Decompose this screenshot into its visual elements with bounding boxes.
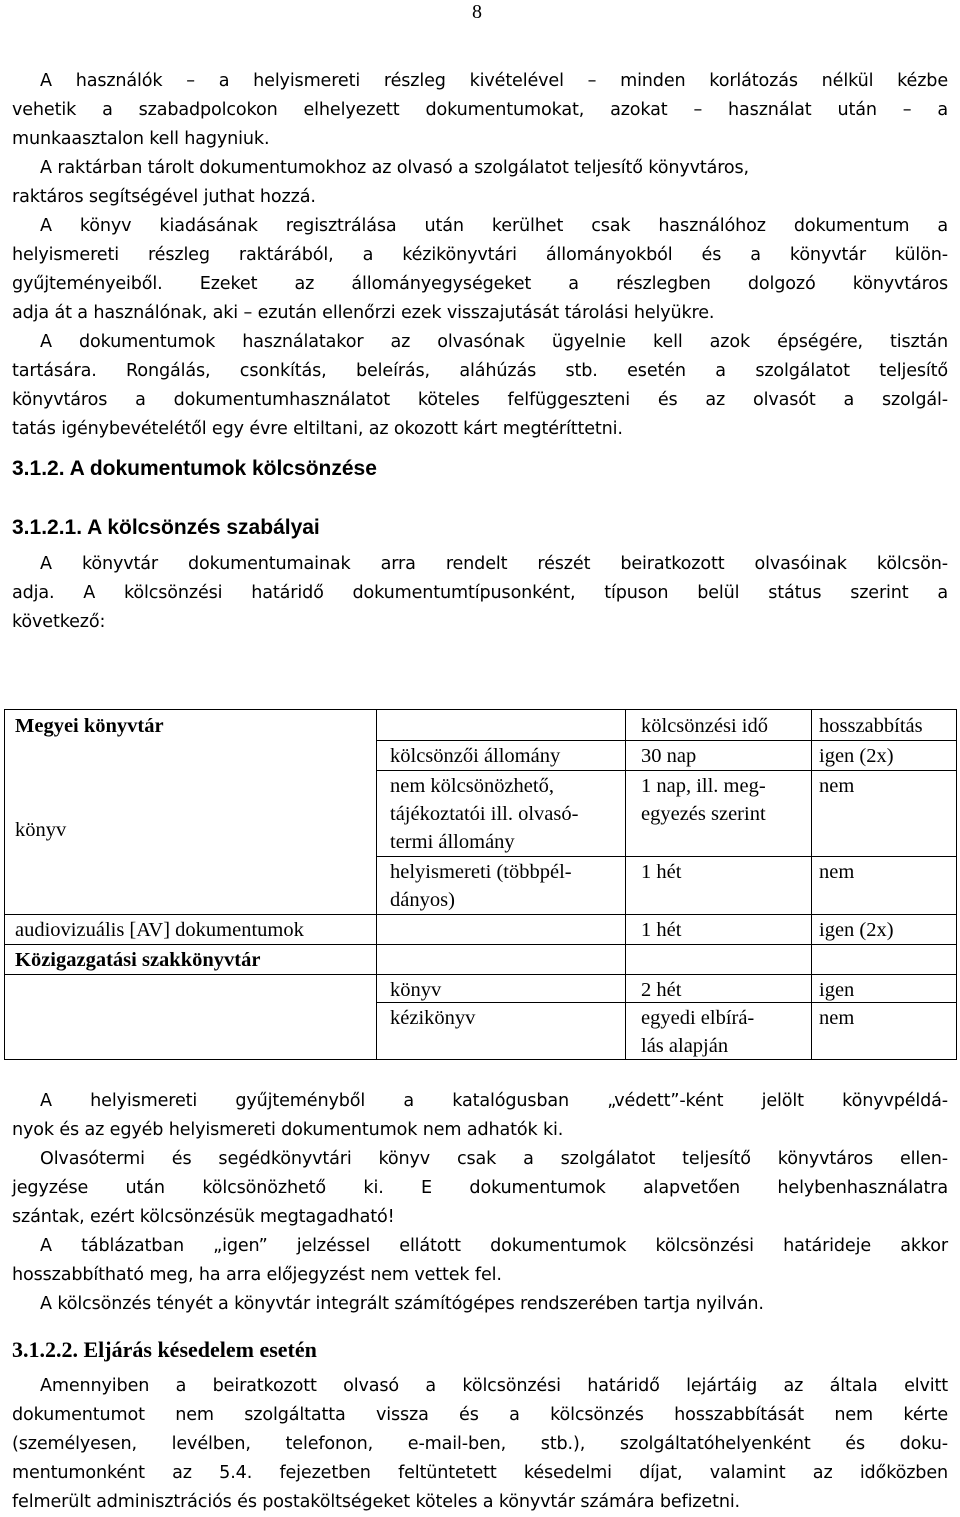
table-cell: könyv [390,979,442,1001]
intro-text [12,67,948,444]
table-cell-av: audiovizuális [AV] dokumentumok [15,919,304,941]
text-line: A raktárban tárolt dokumentumokhoz az olvasó a szolgálatot teljesítő könyvtáros, [40,158,749,178]
table-cell: termi állomány [390,831,515,853]
text-line: dokumentumot nem szolgáltatta vissza és a kölcsönzés hosszabbítását nem kérte [12,1405,948,1425]
table-cell: igen [819,979,855,1001]
text-line: nyok és az egyéb helyismereti dokumentumok nem adhatók ki. [12,1120,564,1140]
loan-period-table [4,709,957,1060]
text-line: A könyvtár dokumentumainak arra rendelt részét beiratkozott olvasóinak kölcsön- [40,554,948,574]
table-cell: 1 hét [641,919,682,941]
text-line: (személyesen, levélben, telefonon, e-mail-ben, stb.), szolgáltatóhelyenként és doku- [12,1434,948,1454]
text-line: következő: [12,612,106,632]
table-cell: nem kölcsönözhető, [390,775,554,797]
text-line: vehetik a szabadpolcokon elhelyezett dokumentumokat, azokat – használat után – a [12,100,948,120]
table-col-divider [811,710,812,1059]
table-cell: kézikönyv [390,1007,476,1029]
table-cell: kölcsönzői állomány [390,745,561,767]
table-cell: 1 nap, ill. meg- [641,775,766,797]
table-cell: egyedi elbírá- [641,1007,755,1029]
table-cell: lás alapján [641,1035,729,1057]
text-line: mentumonként az 5.4. fejezetben feltüntetett késedelmi díjat, valamint az időközben [12,1463,948,1483]
section-heading-3-1-2-1: 3.1.2.1. A kölcsönzés szabályai [12,516,320,539]
table-cell: dányos) [390,889,455,911]
text-line: Amennyiben a beiratkozott olvasó a kölcsönzési határidő lejártáig az általa elvitt [40,1376,948,1396]
table-cell: nem [819,861,855,883]
table-cell: 1 hét [641,861,682,883]
text-line: hosszabbítható meg, ha arra előjegyzést nem vettek fel. [12,1265,502,1285]
text-line: tartására. Rongálás, csonkítás, beleírás, aláhúzás stb. esetén a szolgálatot teljesítő [12,361,948,381]
section-heading-3-1-2-2: 3.1.2.2. Eljárás késedelem esetén [12,1337,317,1362]
table-cell: 30 nap [641,745,697,767]
text-line: adja. A kölcsönzési határidő dokumentumtípusonként, típuson belül státus szerint a [12,583,948,603]
table-col-divider [376,710,377,1059]
table-cell: igen (2x) [819,745,894,767]
table-cell: 2 hét [641,979,682,1001]
table-row-divider [5,914,956,915]
text-line: könyvtáros a dokumentumhasználatot köteles felfüggeszteni és az olvasót a szolgál- [12,390,948,410]
table-row-divider [5,944,956,945]
text-line: helyismereti részleg raktárából, a kézikönyvtári állományokból és a könyvtár külön- [12,245,948,265]
table-cell: tájékoztatói ill. olvasó- [390,803,579,825]
text-line: gyűjteményeiből. Ezeket az állományegységeket a részlegben dolgozó könyvtáros [12,274,948,294]
table-cell: nem [819,775,855,797]
table-cell: igen (2x) [819,919,894,941]
text-line: Olvasótermi és segédkönyvtári könyv csak a szolgálatot teljesítő könyvtáros ellen- [40,1149,948,1169]
table-header-kolcsonzesi-ido: kölcsönzési idő [641,715,768,737]
table-cell: nem [819,1007,855,1029]
table-row-divider [376,770,956,771]
text-line: adja át a használónak, aki – ezután ellenőrzi ezek visszajutását tárolási helyükre. [12,303,715,323]
text-line: raktáros segítségével juthat hozzá. [12,187,316,207]
page-number: 8 [472,1,482,23]
text-line: A használók – a helyismereti részleg kivételével – minden korlátozás nélkül kézbe [40,71,948,91]
after-table-text [12,1087,948,1319]
table-cell-konyv: könyv [15,819,67,841]
rules-text [12,550,948,637]
text-line: A dokumentumok használatakor az olvasónak ügyelnie kell azok épségére, tisztán [40,332,948,352]
table-col-divider [625,710,626,1059]
late-return-text [12,1372,948,1517]
table-row-divider [5,974,956,975]
table-header-megyei: Megyei könyvtár [15,715,164,737]
table-header-hosszabbitas: hosszabbítás [819,715,923,737]
text-line: szántak, ezért kölcsönzésük megtagadható! [12,1207,395,1227]
text-line: munkaasztalon kell hagyniuk. [12,129,270,149]
text-line: tatás igénybevételétől egy évre eltiltani, az okozott kárt megtéríttetni. [12,419,623,439]
text-line: felmerült adminisztrációs és postaköltségeket köteles a könyvtár számára befizetni. [12,1492,740,1512]
section-heading-3-1-2: 3.1.2. A dokumentumok kölcsönzése [12,457,377,480]
table-row-divider [376,740,956,741]
text-line: jegyzése után kölcsönözhető ki. E dokumentumok alapvetően helybenhasználatra [12,1178,948,1198]
text-line: A helyismereti gyűjteményből a katalógusban „védett”-ként jelölt könyvpéldá- [40,1091,948,1111]
table-cell: helyismereti (többpél- [390,861,572,883]
table-cell: egyezés szerint [641,803,766,825]
table-header-kozig: Közigazgatási szakkönyvtár [15,949,261,971]
text-line: A kölcsönzés tényét a könyvtár integrált számítógépes rendszerében tartja nyilván. [40,1294,764,1314]
text-line: A táblázatban „igen” jelzéssel ellátott dokumentumok kölcsönzési határideje akkor [40,1236,948,1256]
text-line: A könyv kiadásának regisztrálása után kerülhet csak használóhoz dokumentum a [40,216,948,236]
table-row-divider [376,856,956,857]
